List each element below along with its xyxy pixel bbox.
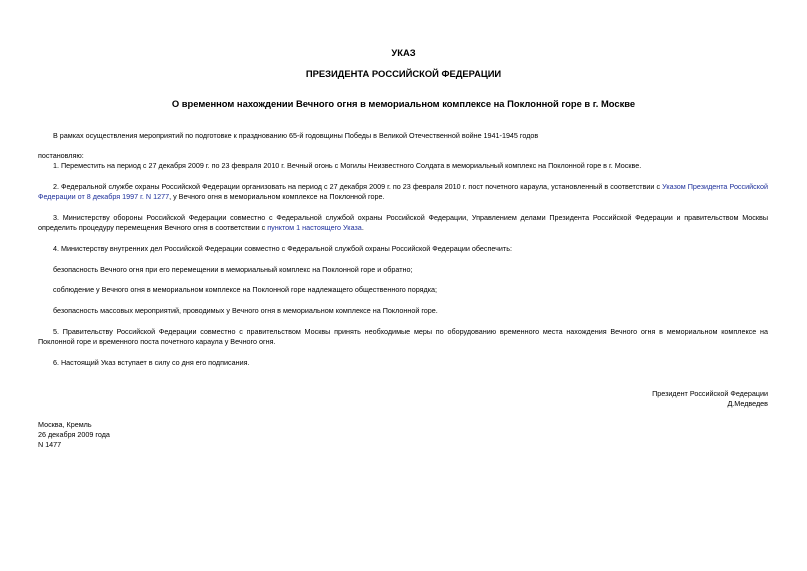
- point-1-link[interactable]: пунктом 1 настоящего Указа: [267, 223, 362, 233]
- paragraph-1: 1. Переместить на период с 27 декабря 2009 г. по 23 февраля 2010 г. Вечный огонь с Могилы Неизвестного Солдата в мемориальный комплекс на Поклонной горе в г. Москве.: [53, 161, 642, 170]
- signing-place: Москва, Кремль: [38, 420, 92, 429]
- paragraph-2-text-before: 2. Федеральной службе охраны Российской Федерации организовать на период с 27 декабря 2009 г. по 23 февраля 2010 г. пост почетного караула, установленный в соответствии с: [53, 182, 663, 191]
- preamble: В рамках осуществления мероприятий по подготовке к празднованию 65-й годовщины Победы в Великой Отечественной войне 1941-1945 годов: [53, 131, 539, 140]
- paragraph-4-item-a: безопасность Вечного огня при его перемещении в мемориальный комплекс на Поклонной горе и обратно;: [53, 265, 413, 274]
- signatory-name: Д.Медведев: [727, 399, 768, 408]
- signing-date: 26 декабря 2009 года: [38, 430, 110, 439]
- paragraph-3-text-after: .: [361, 223, 364, 233]
- paragraph-2: [38, 182, 768, 203]
- paragraph-2-text-after: , у Вечного огня в мемориальном комплексе на Поклонной горе.: [169, 192, 385, 202]
- decree-subject: О временном нахождении Вечного огня в мемориальном комплексе на Поклонной горе в г. Москве: [171, 98, 636, 109]
- signatory-position: Президент Российской Федерации: [652, 389, 768, 398]
- decree-title: УКАЗ: [391, 47, 416, 58]
- paragraph-3: [38, 213, 768, 234]
- paragraph-4-item-b: соблюдение у Вечного огня в мемориальном комплексе на Поклонной горе надлежащего общественного порядка;: [53, 285, 437, 294]
- paragraph-6: 6. Настоящий Указ вступает в силу со дня его подписания.: [53, 358, 250, 367]
- paragraph-4: 4. Министерству внутренних дел Российской Федерации совместно с Федеральной службой охраны Российской Федерации обеспечить:: [53, 244, 512, 253]
- paragraph-4-item-c: безопасность массовых мероприятий, проводимых у Вечного огня в мемориальном комплексе на Поклонной горе.: [53, 306, 438, 315]
- paragraph-5: 5. Правительству Российской Федерации совместно с правительством Москвы принять необходимые меры по оборудованию временного места нахождения Вечного огня в мемориальном комплексе на Поклонной горе и временного поста почетного караула у Вечного огня.: [38, 327, 768, 347]
- decree-number: N 1477: [38, 440, 62, 449]
- decree-issuer: ПРЕЗИДЕНТА РОССИЙСКОЙ ФЕДЕРАЦИИ: [305, 68, 502, 79]
- paragraph-3-text-before: 3. Министерству обороны Российской Федерации совместно с Федеральной службой охраны Российской Федерации, Управлением делами Президента Российской Федерации и правительством Москвы определить процедуру перемещения Вечного огня в соответствии с: [38, 213, 768, 233]
- resolved-label: постановляю:: [38, 151, 84, 160]
- decree-1277-link[interactable]: Указом Президента Российской Федерации от 8 декабря 1997 г. N 1277: [38, 182, 768, 202]
